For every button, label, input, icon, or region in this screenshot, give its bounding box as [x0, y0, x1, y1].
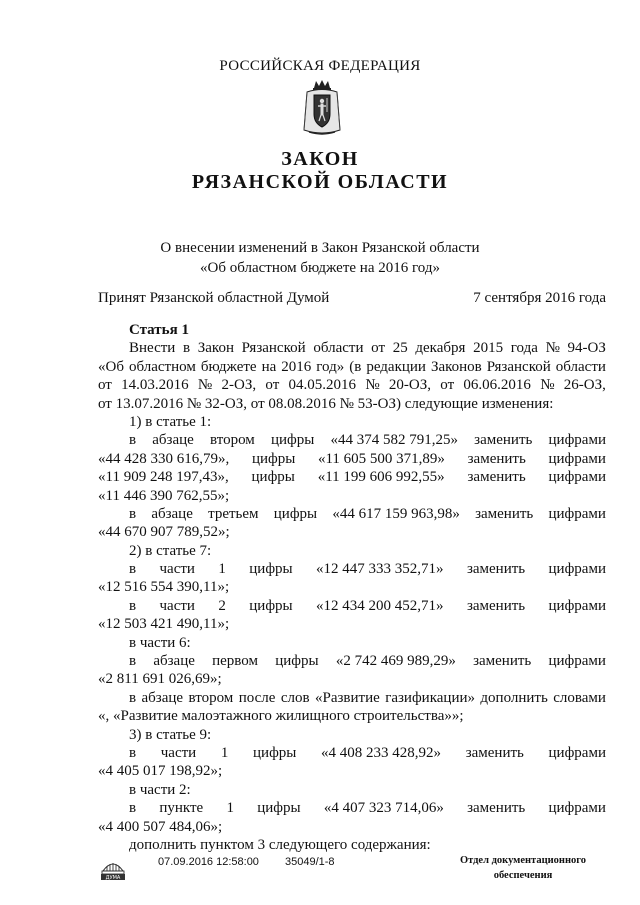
word: год» — [316, 358, 345, 375]
word: в — [129, 561, 137, 578]
word: в — [129, 653, 137, 670]
word: части — [160, 744, 197, 761]
paragraph-line: «, «Развитие малоэтажного жилищного строительства»»; — [98, 708, 464, 725]
item-title: 1) в статье 1: — [129, 413, 212, 430]
word: «44 374 582 791,25» — [330, 432, 458, 449]
word: Законов — [430, 358, 482, 375]
adopted-by: Принят Рязанской областной Думой — [98, 290, 330, 306]
word: абзаце — [141, 689, 184, 706]
word: абзаце — [151, 505, 193, 522]
word: заменить — [466, 561, 526, 578]
word: 25 — [392, 340, 408, 357]
word: цифры — [275, 653, 319, 670]
paragraph-line — [98, 744, 606, 762]
word: заменить — [467, 450, 526, 467]
word: Рязанской — [486, 358, 551, 375]
word: абзаце — [153, 653, 195, 670]
word: «44 617 159 963,98» — [332, 505, 460, 522]
print-timestamp: 07.09.2016 12:58:00 — [158, 856, 259, 868]
item-title: 3) в статье 9: — [129, 726, 212, 743]
paragraph-line — [98, 597, 606, 615]
word: Внести — [129, 340, 176, 357]
law-subject-line-1: О внесении изменений в Закон Рязанской области — [160, 240, 480, 256]
word: в — [129, 432, 137, 449]
word: 04.05.2016 — [288, 377, 357, 394]
word: (в — [349, 358, 362, 375]
word: «12 434 200 452,71» — [316, 597, 444, 614]
word: дополнить — [480, 689, 548, 706]
word: 94-ОЗ — [567, 340, 606, 357]
paragraph-line — [98, 468, 606, 486]
word: первом — [212, 653, 258, 670]
word: 1 — [218, 561, 226, 578]
paragraph-line — [98, 689, 606, 707]
word: цифры — [257, 800, 301, 817]
word: бюджете — [200, 358, 257, 375]
word: слов — [280, 689, 310, 706]
word: цифрами — [548, 432, 606, 449]
law-region-title: РЯЗАНСКОЙ ОБЛАСТИ — [191, 171, 449, 193]
word: № — [540, 377, 555, 394]
word: 2-ОЗ, — [221, 377, 257, 394]
word: года — [510, 340, 538, 357]
word: в — [129, 800, 137, 817]
word: областном — [128, 358, 196, 375]
paragraph-line — [98, 450, 606, 468]
word: на — [261, 358, 277, 375]
word: цифры — [249, 561, 293, 578]
word: втором — [188, 689, 234, 706]
word: 1 — [220, 744, 229, 761]
word: «11 199 606 992,55» — [317, 469, 445, 486]
word: цифры — [273, 505, 318, 522]
adoption-row — [98, 290, 606, 307]
paragraph-line: «11 446 390 762,55»; — [98, 487, 230, 504]
adoption-date: 7 сентября 2016 года — [473, 290, 606, 306]
word: цифры — [249, 597, 293, 614]
paragraph-line — [98, 431, 606, 449]
word: цифры — [253, 744, 297, 761]
word: цифрами — [548, 744, 606, 761]
paragraph-line — [98, 560, 606, 578]
word: цифрами — [548, 450, 606, 467]
word: Закон — [197, 340, 234, 357]
word: 1 — [226, 800, 234, 817]
article-body — [98, 321, 606, 854]
word: «11 605 500 371,89» — [317, 450, 445, 467]
word: после — [238, 689, 276, 706]
word: заменить — [475, 505, 534, 522]
word: цифры — [251, 469, 295, 486]
word: цифры — [270, 432, 315, 449]
paragraph-line: «44 670 907 789,52»; — [98, 524, 230, 541]
word: 2015 — [473, 340, 504, 357]
word: «2 742 469 989,29» — [335, 653, 456, 670]
word: части — [159, 561, 195, 578]
word: цифрами — [548, 597, 606, 614]
word: «12 447 333 352,71» — [316, 561, 444, 578]
word: «44 428 330 616,79», — [98, 450, 230, 467]
paragraph-line — [98, 505, 606, 523]
word: 06.06.2016 — [463, 377, 531, 394]
word: в — [129, 744, 137, 761]
paragraph-line: «4 400 507 484,06»; — [98, 818, 223, 835]
word: в — [129, 689, 137, 706]
word: абзаце — [152, 432, 194, 449]
word: от — [371, 340, 386, 357]
article-heading: Статья 1 — [129, 322, 189, 338]
paragraph-line: «4 405 017 198,92»; — [98, 763, 223, 780]
word: «11 909 248 197,43», — [98, 469, 229, 486]
department-line-1: Отдел документационного — [459, 855, 587, 866]
paragraph-line: дополнить пунктом 3 следующего содержания: — [129, 836, 431, 853]
word: редакции — [366, 358, 426, 375]
duma-logo-icon — [98, 852, 128, 882]
paragraph-line: «12 516 554 390,11»; — [98, 579, 230, 596]
word: 2 — [218, 597, 226, 614]
word: от — [98, 377, 112, 394]
law-title: ЗАКОН — [281, 148, 359, 170]
subitem-title: в части 6: — [129, 634, 191, 651]
duma-logo-caption: ДУМА — [105, 875, 121, 881]
word: втором — [210, 432, 255, 449]
word: 2016 — [281, 358, 312, 375]
paragraph-line — [98, 652, 606, 670]
word: газификации» — [385, 689, 475, 706]
paragraph-line: «2 811 691 026,69»; — [98, 671, 222, 688]
word: «4 407 323 714,06» — [323, 800, 444, 817]
word: области — [313, 340, 364, 357]
word: в — [129, 597, 137, 614]
word: цифрами — [548, 561, 606, 578]
word: цифрами — [548, 653, 606, 670]
word: «4 408 233 428,92» — [321, 744, 442, 761]
word: декабря — [415, 340, 466, 357]
word: № — [197, 377, 213, 394]
law-subject-line-2: «Об областном бюджете на 2016 год» — [200, 260, 440, 276]
word: «Об — [98, 358, 124, 375]
word: заменить — [467, 469, 526, 486]
word: заменить — [474, 432, 533, 449]
department-line-2: обеспечения — [493, 870, 553, 881]
paragraph-line: от 13.07.2016 № 32-ОЗ, от 08.08.2016 № 53-ОЗ) следующие изменения: — [98, 395, 554, 412]
word: 20-ОЗ, — [388, 377, 431, 394]
word: цифрами — [548, 469, 606, 486]
word: № — [545, 340, 560, 357]
word: 14.03.2016 — [121, 377, 189, 394]
paragraph-line — [98, 339, 606, 357]
word: Рязанской — [241, 340, 306, 357]
subitem-title: в части 2: — [129, 781, 191, 798]
word: «Развитие — [314, 689, 380, 706]
word: от — [265, 377, 280, 394]
word: № — [365, 377, 380, 394]
paragraph-line: «12 503 421 490,11»; — [98, 616, 230, 633]
word: третьем — [208, 505, 259, 522]
word: цифрами — [548, 800, 606, 817]
federation-header: РОССИЙСКАЯ ФЕДЕРАЦИЯ — [219, 58, 421, 74]
word: заменить — [465, 744, 524, 761]
coat-of-arms-icon — [301, 78, 343, 138]
word: пункте — [159, 800, 204, 817]
word: области — [555, 358, 606, 375]
department-stamp — [448, 853, 598, 883]
word: заменить — [466, 597, 526, 614]
word: цифры — [251, 450, 296, 467]
paragraph-line — [98, 358, 606, 376]
word: в — [129, 505, 137, 522]
paragraph-line — [98, 799, 606, 817]
word: в — [182, 340, 191, 357]
word: заменить — [467, 800, 526, 817]
word: заменить — [473, 653, 532, 670]
word: 26-ОЗ, — [563, 377, 606, 394]
paragraph-line — [98, 376, 606, 394]
document-code: 35049/1-8 — [285, 856, 335, 868]
word: цифрами — [548, 505, 606, 522]
word: от — [440, 377, 455, 394]
item-title: 2) в статье 7: — [129, 542, 212, 559]
word: части — [159, 597, 195, 614]
word: словами — [553, 689, 606, 706]
